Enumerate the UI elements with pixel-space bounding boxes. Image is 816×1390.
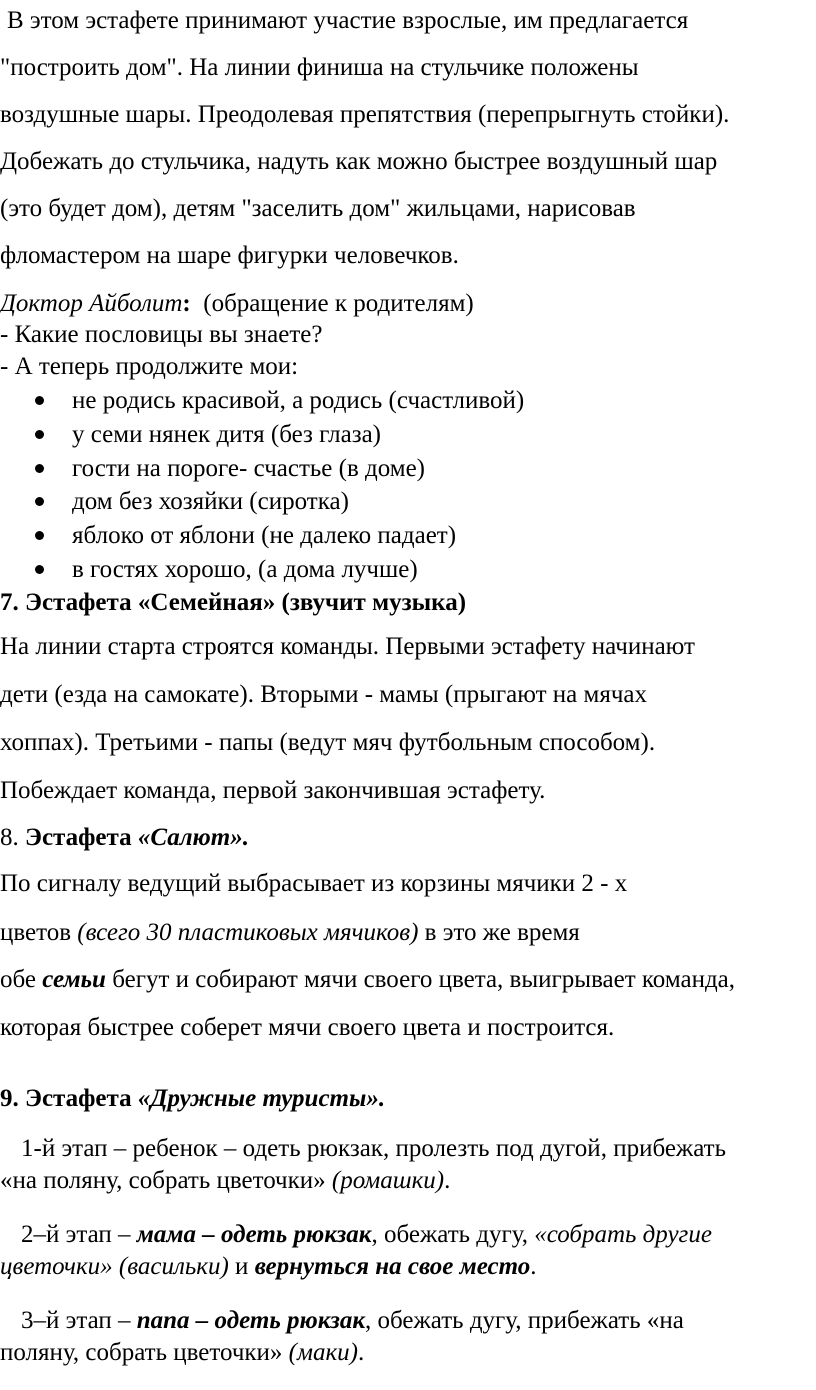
paragraph-line: которая быстрее соберет мячи своего цвета и построится. [0,1014,615,1041]
italic-note: (маки) [288,1339,358,1366]
text-run: в это же время [418,919,580,946]
list-item: не родись красивой, а родись (счастливой) [72,387,525,414]
bullet-icon [35,464,44,473]
text-run: обе [0,966,43,993]
text-run: бегут и собирают мячи своего цвета, выигрывает команда, [105,966,736,993]
list-item: дом без хозяйки (сиротка) [72,488,349,515]
bullet-icon [35,565,44,574]
emphasis: семьи [42,966,106,993]
section-heading [0,825,249,850]
emphasis: вернуться на свое место [254,1253,531,1280]
stage-line [21,1222,712,1247]
italic-note: (ромашки) [331,1167,445,1194]
text-run: и [228,1253,255,1280]
paragraph-line: Добежать до стульчика, надуть как можно быстрее воздушный шар [0,148,718,175]
stage-line [0,1340,364,1365]
text-run: цветов [0,919,78,946]
text-run: . [444,1167,451,1194]
stage-line [0,1168,450,1193]
section-number: 8. [0,824,25,851]
paragraph-line: хоппах). Третьими - папы (ведут мяч футбольным способом). [0,729,656,756]
text-run: , обежать дугу, прибежать «на [365,1307,684,1334]
paragraph-line: На линии старта строятся команды. Первыми эстафету начинают [0,633,695,660]
paragraph-line: По сигналу ведущий выбрасывает из корзины мячики 2 - х [0,870,628,897]
heading-word: 9. Эстафета [0,1085,138,1112]
paragraph-line: В этом эстафете принимают участие взрослые, им предлагается [7,7,689,34]
italic-note: «собрать другие [534,1221,712,1248]
question-line: - Какие пословицы вы знаете? [0,321,323,348]
paragraph-line [0,920,580,945]
bullet-icon [35,497,44,506]
text-run: «на поляну, собрать цветочки» [0,1167,332,1194]
aibolit-line [0,291,474,316]
paragraph-line: фломастером на шаре фигурки человечков. [0,242,459,269]
list-item: в гостях хорошо, (а дома лучше) [72,556,418,583]
emphasis: мама – одеть рюкзак [136,1221,372,1248]
italic-note: цветочки» (васильки) [0,1253,229,1280]
paragraph-line: воздушные шары. Преодолевая препятствия (перепрыгнуть стойки). [0,101,730,128]
bullet-icon [35,430,44,439]
aibolit-note: (обращение к родителям) [203,290,474,317]
section-heading [0,1086,385,1111]
relay-name: «Дружные туристы». [137,1085,386,1112]
text-run: . [357,1339,365,1366]
paragraph-line: "построить дом". На линии финиша на стульчике положены [0,54,639,81]
section-heading: 7. Эстафета «Семейная» (звучит музыка) [0,589,467,616]
paragraph-line: Побеждает команда, первой закончившая эстафету. [0,777,546,804]
paragraph-line [0,967,735,992]
relay-name: «Салют». [137,824,249,851]
text-run: 3–й этап – [21,1307,137,1334]
list-item: гости на пороге- счастье (в доме) [72,455,426,482]
text-run: , обежать дугу, [371,1221,535,1248]
bullet-icon [35,396,44,405]
list-item: у семи нянек дитя (без глаза) [72,421,381,448]
paragraph-line: дети (езда на самокате). Вторыми - мамы (прыгают на мячах [0,681,647,708]
text-run: поляну, собрать цветочки» [0,1339,289,1366]
stage-line [0,1254,537,1279]
emphasis: папа – одеть рюкзак [136,1307,366,1334]
question-line: - А теперь продолжите мои: [0,353,299,380]
bullet-icon [35,531,44,540]
stage-line [21,1308,684,1333]
text-run: . [530,1253,537,1280]
heading-word: Эстафета [25,824,138,851]
colon: : [182,290,191,317]
list-item: яблоко от яблони (не далеко падает) [72,522,457,549]
italic-note: (всего 30 пластиковых мячиков) [77,919,419,946]
paragraph-line: (это будет дом), детям "заселить дом" жильцами, нарисовав [0,195,636,222]
stage-line: 1-й этап – ребенок – одеть рюкзак, пролезть под дугой, прибежать [21,1135,726,1162]
text-run: 2–й этап – [21,1221,137,1248]
character-name: Доктор Айболит [0,290,183,317]
